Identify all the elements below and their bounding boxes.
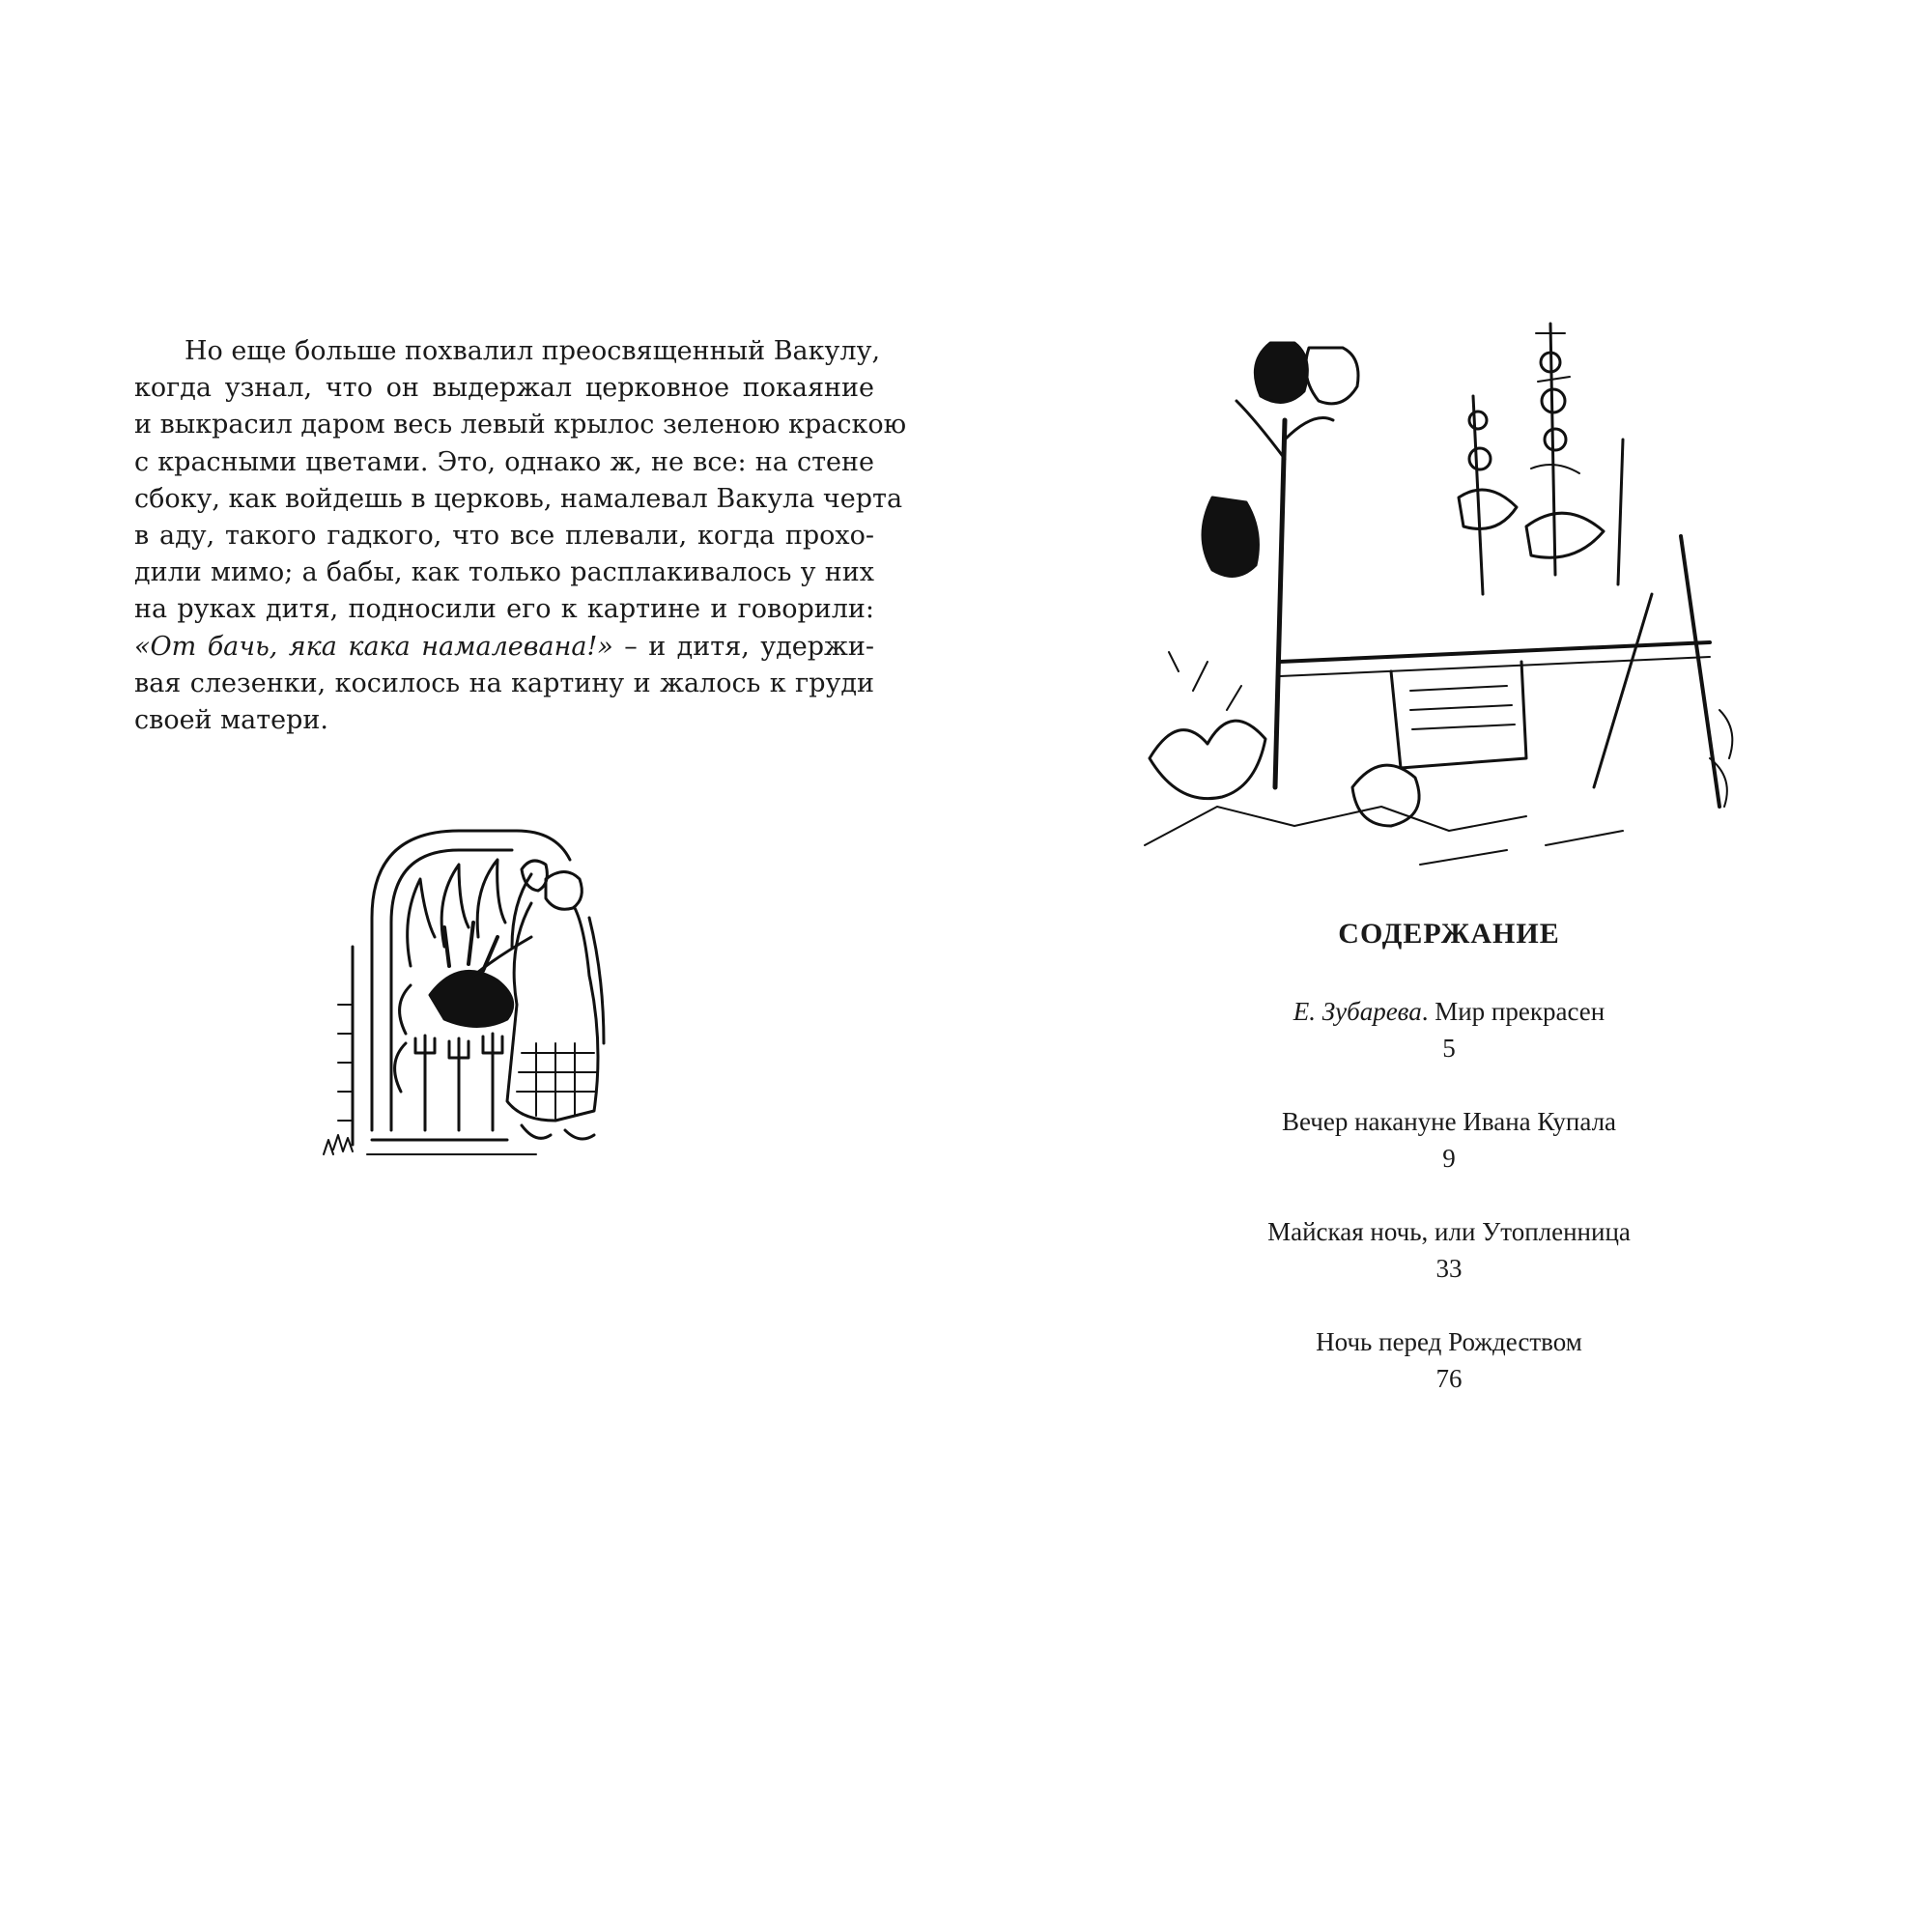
- text-line: своей матери.: [134, 705, 329, 736]
- toc-entry-title: Майская ночь, или Утопленница: [1267, 1217, 1631, 1246]
- text-line: на руках дитя, подносили его к картине и говорили:: [134, 594, 874, 625]
- toc-entry-title: Вечер накануне Ивана Купала: [1281, 1107, 1617, 1136]
- toc-entry-title: Ночь перед Рождеством: [1316, 1327, 1582, 1356]
- toc-heading: СОДЕРЖАНИЕ: [1338, 918, 1560, 950]
- toc-entry-author: Е. Зубарева: [1293, 997, 1422, 1026]
- toc-entry-page: 9: [1442, 1144, 1456, 1173]
- text-line: Но еще больше похвалил преосвященный Вакулу,: [185, 336, 881, 366]
- toc-entry-page: 33: [1435, 1254, 1463, 1283]
- quote-tail: – и дитя, удержи-: [612, 631, 874, 662]
- right-page: [966, 0, 1932, 1932]
- text-line-quote: [134, 629, 874, 666]
- toc-entry[interactable]: [1140, 1103, 1758, 1213]
- quote-text: «От бачь, яка кака намалевана!»: [134, 631, 613, 662]
- toc-entry-page: 5: [1442, 1034, 1456, 1063]
- toc-entry[interactable]: [1140, 1213, 1758, 1323]
- table-of-contents: [1140, 993, 1758, 1434]
- text-line: в аду, такого гадкого, что все плевали, когда прохо-: [134, 521, 874, 552]
- text-line: когда узнал, что он выдержал церковное покаяние: [134, 373, 874, 404]
- toc-entry-title: Е. Зубарева. Мир прекрасен: [1293, 997, 1605, 1026]
- text-line: вая слезенки, косилось на картину и жалось к груди: [134, 668, 874, 698]
- text-line: дили мимо; а бабы, как только расплакивалось у них: [134, 557, 874, 588]
- garden-fence-illustration: [1140, 304, 1758, 879]
- text-line: сбоку, как войдешь в церковь, намалевал Вакула черта: [134, 483, 903, 514]
- toc-entry[interactable]: [1140, 1323, 1758, 1434]
- toc-entry[interactable]: [1140, 993, 1758, 1103]
- text-line: и выкрасил даром весь левый крылос зеленою краскою: [134, 410, 907, 440]
- text-line: с красными цветами. Это, однако ж, не все: на стене: [134, 446, 874, 477]
- hell-painting-illustration: [314, 811, 700, 1193]
- toc-entry-page: 76: [1435, 1364, 1463, 1393]
- story-paragraph: [134, 333, 907, 739]
